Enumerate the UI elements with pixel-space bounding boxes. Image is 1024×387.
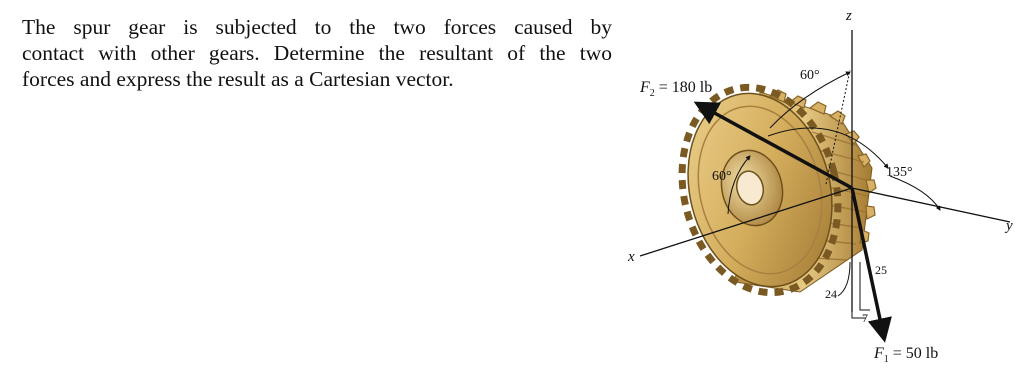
problem-line-2: contact with other gears. Determine the resultant of the two [22, 41, 612, 65]
y-axis-label: y [1006, 218, 1013, 234]
f2-symbol: F [640, 79, 650, 96]
f1-subscript: 1 [883, 354, 889, 365]
f1-label [873, 345, 938, 365]
slope-24-label: 24 [825, 287, 837, 301]
f1-value: = 50 lb [888, 345, 939, 362]
angle-60-left: 60° [712, 169, 732, 184]
x-axis-label: x [628, 249, 635, 265]
f1-symbol: F [874, 345, 884, 362]
f2-value: = 180 lb [654, 79, 713, 96]
angle-135: 135° [886, 165, 913, 180]
f2-label [639, 79, 712, 99]
f2-subscript: 2 [649, 88, 655, 99]
angle-60-top: 60° [800, 68, 820, 83]
problem-statement [22, 14, 612, 92]
problem-line-1: The spur gear is subjected to the two forces caused by [22, 15, 612, 39]
slope-7-label: 7 [862, 311, 868, 325]
problem-line-3: forces and express the result as a Cartesian vector. [22, 67, 454, 91]
slope-25-label: 25 [875, 263, 887, 277]
spur-gear-figure [600, 0, 1024, 387]
y-axis-line [852, 188, 1010, 222]
z-axis-label: z [846, 8, 852, 24]
